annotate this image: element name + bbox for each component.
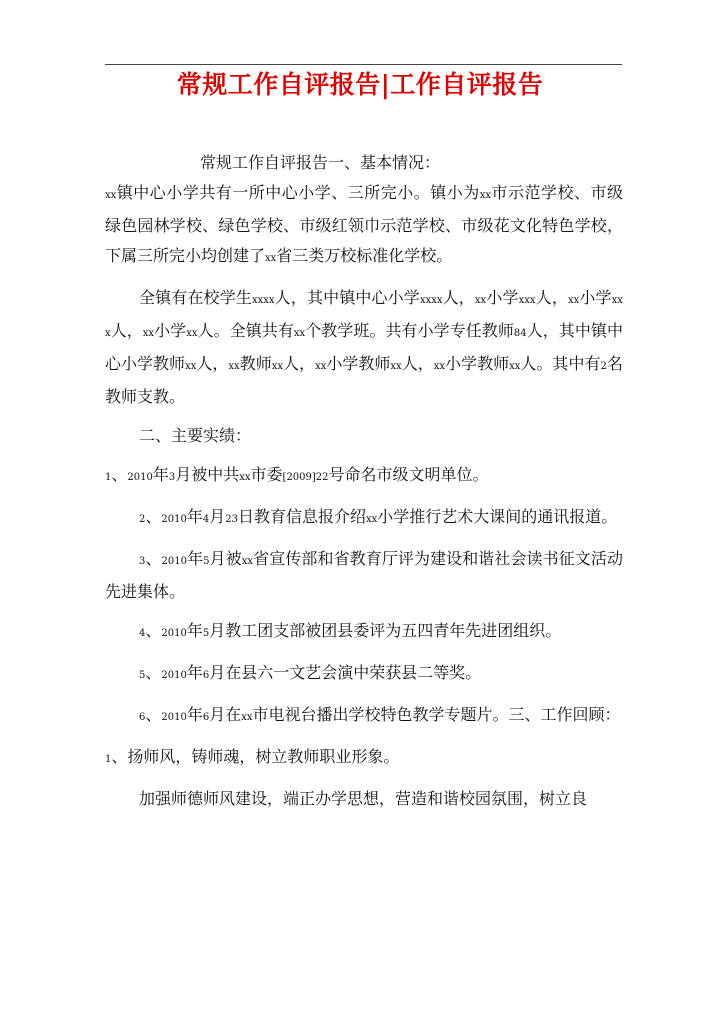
header-rule [105,64,622,65]
section-heading-basic: 常规工作自评报告一、基本情况： [200,153,441,172]
paragraph-teacher-ethics: 加强师德师风建设，端正办学思想，营造和谐校园氛围，树立良 [139,789,588,808]
review-item-1: 1、扬师风，铸师魂，树立教师职业形象。 [105,747,400,766]
paragraph-school-overview: xx镇中心小学共有一所中心小学、三所完小。镇小为xx市示范学校、市级绿色园林学校、绿色学校、市级红领巾示范学校、市级花文化特色学校，下属三所完小均创建了xx省三类万校标准化学校。 [105,183,623,265]
achievement-item-2: 2、2010年4月23日教育信息报介绍xx小学推行艺术大课间的通讯报道。 [139,507,618,526]
document-title: 常规工作自评报告|工作自评报告 [176,70,544,99]
section-heading-achievements: 二、主要实绩： [139,426,252,445]
document-body [105,148,623,814]
achievement-item-6: 6、2010年6月在xx市电视台播出学校特色教学专题片。三、工作回顾： [139,705,621,724]
achievement-item-5: 5、2010年6月在县六一文艺会演中荣获县二等奖。 [139,663,482,682]
paragraph-student-stats: 全镇有在校学生xxxx人，其中镇中心小学xxxx人，xx小学xxx人，xx小学xxx人，xx小学xx人。全镇共有xx个教学班。共有小学专任教师84人，其中镇中心小学教师xx人，xx教师xx人，xx小学教师xx人，xx小学教师xx人。其中有2名教师支教。 [105,288,623,406]
achievement-item-3: 3、2010年5月被xx省宣传部和省教育厅评为建设和谐社会读书征文活动先进集体。 [105,549,623,601]
achievement-item-4: 4、2010年5月教工团支部被团县委评为五四青年先进团组织。 [139,621,562,640]
achievement-item-1: 1、2010年3月被中共xx市委[2009]22号命名市级文明单位。 [105,465,489,484]
